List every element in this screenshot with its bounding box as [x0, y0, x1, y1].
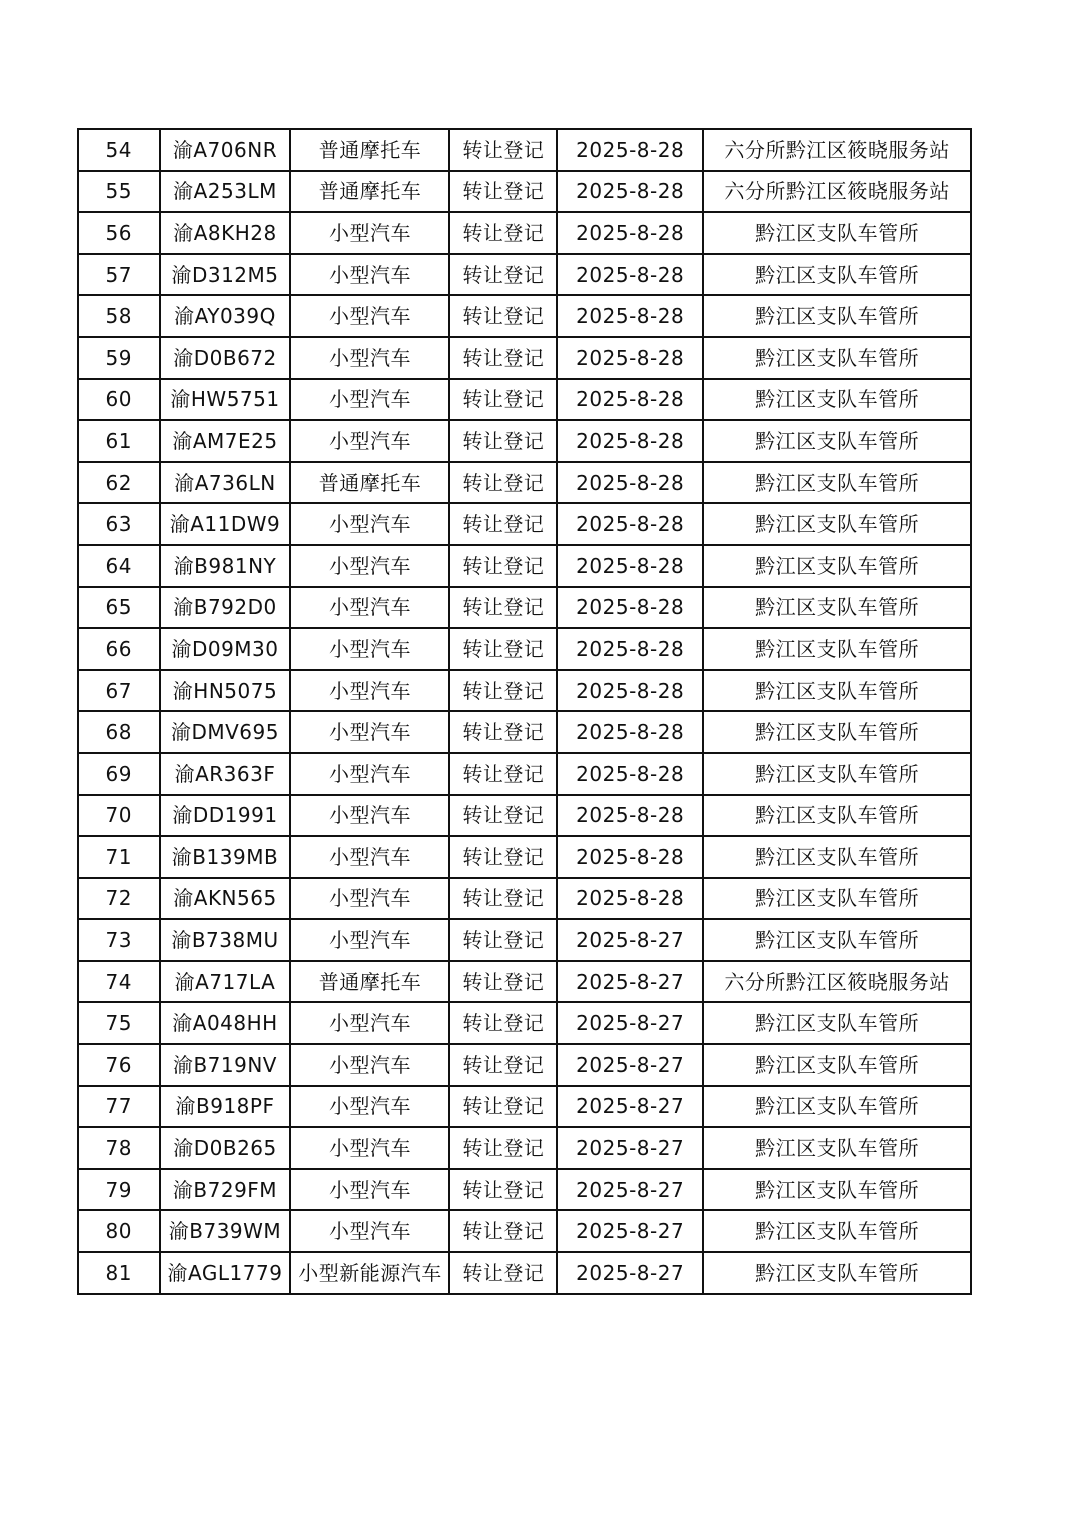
table-row [78, 628, 971, 670]
date-cell: 2025-8-28 [557, 503, 703, 545]
vehicle-type-cell: 小型新能源汽车 [290, 1252, 449, 1294]
plate-number-cell: 渝DD1991 [160, 795, 291, 837]
plate-number-cell: 渝B918PF [160, 1086, 291, 1128]
office-cell: 六分所黔江区筱晓服务站 [703, 129, 971, 171]
row-number-cell: 61 [78, 420, 160, 462]
row-number-cell: 71 [78, 836, 160, 878]
plate-number-cell: 渝B738MU [160, 919, 291, 961]
business-type-cell: 转让登记 [449, 295, 557, 337]
office-cell: 黔江区支队车管所 [703, 545, 971, 587]
business-type-cell: 转让登记 [449, 462, 557, 504]
business-type-cell: 转让登记 [449, 1002, 557, 1044]
vehicle-type-cell: 普通摩托车 [290, 462, 449, 504]
office-cell: 黔江区支队车管所 [703, 254, 971, 296]
date-cell: 2025-8-28 [557, 670, 703, 712]
row-number-cell: 70 [78, 795, 160, 837]
vehicle-type-cell: 小型汽车 [290, 1044, 449, 1086]
plate-number-cell: 渝B139MB [160, 836, 291, 878]
row-number-cell: 66 [78, 628, 160, 670]
office-cell: 黔江区支队车管所 [703, 795, 971, 837]
vehicle-type-cell: 普通摩托车 [290, 129, 449, 171]
row-number-cell: 77 [78, 1086, 160, 1128]
table-row [78, 1127, 971, 1169]
plate-number-cell: 渝AR363F [160, 753, 291, 795]
row-number-cell: 80 [78, 1210, 160, 1252]
plate-number-cell: 渝A706NR [160, 129, 291, 171]
business-type-cell: 转让登记 [449, 878, 557, 920]
office-cell: 黔江区支队车管所 [703, 420, 971, 462]
office-cell: 黔江区支队车管所 [703, 587, 971, 629]
vehicle-type-cell: 小型汽车 [290, 919, 449, 961]
vehicle-type-cell: 小型汽车 [290, 878, 449, 920]
plate-number-cell: 渝AGL1779 [160, 1252, 291, 1294]
vehicle-type-cell: 小型汽车 [290, 1169, 449, 1211]
vehicle-type-cell: 普通摩托车 [290, 171, 449, 213]
table-body [78, 129, 971, 1294]
row-number-cell: 63 [78, 503, 160, 545]
vehicle-registration-table [77, 128, 972, 1295]
plate-number-cell: 渝HN5075 [160, 670, 291, 712]
vehicle-type-cell: 小型汽车 [290, 836, 449, 878]
row-number-cell: 67 [78, 670, 160, 712]
table-row [78, 171, 971, 213]
office-cell: 六分所黔江区筱晓服务站 [703, 171, 971, 213]
table-row [78, 545, 971, 587]
row-number-cell: 56 [78, 212, 160, 254]
vehicle-type-cell: 小型汽车 [290, 628, 449, 670]
vehicle-type-cell: 小型汽车 [290, 503, 449, 545]
date-cell: 2025-8-27 [557, 919, 703, 961]
row-number-cell: 65 [78, 587, 160, 629]
vehicle-type-cell: 小型汽车 [290, 420, 449, 462]
table-row [78, 129, 971, 171]
vehicle-type-cell: 小型汽车 [290, 254, 449, 296]
office-cell: 黔江区支队车管所 [703, 836, 971, 878]
plate-number-cell: 渝D0B265 [160, 1127, 291, 1169]
office-cell: 黔江区支队车管所 [703, 295, 971, 337]
business-type-cell: 转让登记 [449, 753, 557, 795]
table-row [78, 1252, 971, 1294]
plate-number-cell: 渝A736LN [160, 462, 291, 504]
table-row [78, 295, 971, 337]
plate-number-cell: 渝AY039Q [160, 295, 291, 337]
business-type-cell: 转让登记 [449, 836, 557, 878]
office-cell: 黔江区支队车管所 [703, 379, 971, 421]
row-number-cell: 60 [78, 379, 160, 421]
business-type-cell: 转让登记 [449, 795, 557, 837]
office-cell: 黔江区支队车管所 [703, 337, 971, 379]
vehicle-type-cell: 小型汽车 [290, 545, 449, 587]
date-cell: 2025-8-28 [557, 254, 703, 296]
row-number-cell: 64 [78, 545, 160, 587]
plate-number-cell: 渝A8KH28 [160, 212, 291, 254]
office-cell: 黔江区支队车管所 [703, 1127, 971, 1169]
business-type-cell: 转让登记 [449, 337, 557, 379]
table-row [78, 1169, 971, 1211]
office-cell: 六分所黔江区筱晓服务站 [703, 961, 971, 1003]
table-row [78, 254, 971, 296]
table-row [78, 711, 971, 753]
business-type-cell: 转让登记 [449, 1044, 557, 1086]
date-cell: 2025-8-27 [557, 1044, 703, 1086]
plate-number-cell: 渝A253LM [160, 171, 291, 213]
row-number-cell: 59 [78, 337, 160, 379]
business-type-cell: 转让登记 [449, 420, 557, 462]
business-type-cell: 转让登记 [449, 1210, 557, 1252]
plate-number-cell: 渝AM7E25 [160, 420, 291, 462]
table-row [78, 1002, 971, 1044]
row-number-cell: 68 [78, 711, 160, 753]
business-type-cell: 转让登记 [449, 587, 557, 629]
date-cell: 2025-8-28 [557, 628, 703, 670]
vehicle-type-cell: 小型汽车 [290, 670, 449, 712]
plate-number-cell: 渝B792D0 [160, 587, 291, 629]
plate-number-cell: 渝A048HH [160, 1002, 291, 1044]
business-type-cell: 转让登记 [449, 1086, 557, 1128]
vehicle-type-cell: 普通摩托车 [290, 961, 449, 1003]
business-type-cell: 转让登记 [449, 171, 557, 213]
table-row [78, 753, 971, 795]
office-cell: 黔江区支队车管所 [703, 1210, 971, 1252]
date-cell: 2025-8-28 [557, 295, 703, 337]
plate-number-cell: 渝D0B672 [160, 337, 291, 379]
vehicle-type-cell: 小型汽车 [290, 795, 449, 837]
table-row [78, 1086, 971, 1128]
date-cell: 2025-8-27 [557, 1127, 703, 1169]
row-number-cell: 62 [78, 462, 160, 504]
office-cell: 黔江区支队车管所 [703, 1044, 971, 1086]
plate-number-cell: 渝AKN565 [160, 878, 291, 920]
row-number-cell: 76 [78, 1044, 160, 1086]
row-number-cell: 72 [78, 878, 160, 920]
plate-number-cell: 渝B739WM [160, 1210, 291, 1252]
plate-number-cell: 渝HW5751 [160, 379, 291, 421]
office-cell: 黔江区支队车管所 [703, 711, 971, 753]
plate-number-cell: 渝B719NV [160, 1044, 291, 1086]
row-number-cell: 55 [78, 171, 160, 213]
table-row [78, 1210, 971, 1252]
business-type-cell: 转让登记 [449, 711, 557, 753]
vehicle-type-cell: 小型汽车 [290, 337, 449, 379]
date-cell: 2025-8-27 [557, 1210, 703, 1252]
table-row [78, 212, 971, 254]
plate-number-cell: 渝A717LA [160, 961, 291, 1003]
date-cell: 2025-8-28 [557, 337, 703, 379]
table-row [78, 379, 971, 421]
vehicle-type-cell: 小型汽车 [290, 295, 449, 337]
plate-number-cell: 渝A11DW9 [160, 503, 291, 545]
table-row [78, 795, 971, 837]
business-type-cell: 转让登记 [449, 129, 557, 171]
office-cell: 黔江区支队车管所 [703, 753, 971, 795]
table-row [78, 1044, 971, 1086]
office-cell: 黔江区支队车管所 [703, 1252, 971, 1294]
row-number-cell: 57 [78, 254, 160, 296]
date-cell: 2025-8-28 [557, 587, 703, 629]
vehicle-type-cell: 小型汽车 [290, 711, 449, 753]
table-row [78, 503, 971, 545]
vehicle-type-cell: 小型汽车 [290, 1127, 449, 1169]
vehicle-type-cell: 小型汽车 [290, 1002, 449, 1044]
table-row [78, 587, 971, 629]
plate-number-cell: 渝DMV695 [160, 711, 291, 753]
vehicle-type-cell: 小型汽车 [290, 587, 449, 629]
business-type-cell: 转让登记 [449, 545, 557, 587]
office-cell: 黔江区支队车管所 [703, 670, 971, 712]
business-type-cell: 转让登记 [449, 1169, 557, 1211]
office-cell: 黔江区支队车管所 [703, 1169, 971, 1211]
date-cell: 2025-8-28 [557, 420, 703, 462]
business-type-cell: 转让登记 [449, 1127, 557, 1169]
business-type-cell: 转让登记 [449, 1252, 557, 1294]
plate-number-cell: 渝D09M30 [160, 628, 291, 670]
vehicle-type-cell: 小型汽车 [290, 379, 449, 421]
row-number-cell: 54 [78, 129, 160, 171]
row-number-cell: 74 [78, 961, 160, 1003]
business-type-cell: 转让登记 [449, 254, 557, 296]
date-cell: 2025-8-28 [557, 545, 703, 587]
row-number-cell: 69 [78, 753, 160, 795]
office-cell: 黔江区支队车管所 [703, 1002, 971, 1044]
business-type-cell: 转让登记 [449, 212, 557, 254]
business-type-cell: 转让登记 [449, 961, 557, 1003]
table-row [78, 420, 971, 462]
row-number-cell: 73 [78, 919, 160, 961]
business-type-cell: 转让登记 [449, 670, 557, 712]
date-cell: 2025-8-28 [557, 379, 703, 421]
business-type-cell: 转让登记 [449, 379, 557, 421]
office-cell: 黔江区支队车管所 [703, 878, 971, 920]
office-cell: 黔江区支队车管所 [703, 462, 971, 504]
vehicle-type-cell: 小型汽车 [290, 1086, 449, 1128]
date-cell: 2025-8-27 [557, 1086, 703, 1128]
table-row [78, 836, 971, 878]
plate-number-cell: 渝B729FM [160, 1169, 291, 1211]
date-cell: 2025-8-28 [557, 795, 703, 837]
date-cell: 2025-8-27 [557, 961, 703, 1003]
date-cell: 2025-8-27 [557, 1169, 703, 1211]
row-number-cell: 78 [78, 1127, 160, 1169]
business-type-cell: 转让登记 [449, 503, 557, 545]
office-cell: 黔江区支队车管所 [703, 628, 971, 670]
date-cell: 2025-8-28 [557, 462, 703, 504]
vehicle-type-cell: 小型汽车 [290, 212, 449, 254]
date-cell: 2025-8-27 [557, 1002, 703, 1044]
row-number-cell: 79 [78, 1169, 160, 1211]
date-cell: 2025-8-28 [557, 711, 703, 753]
office-cell: 黔江区支队车管所 [703, 212, 971, 254]
vehicle-type-cell: 小型汽车 [290, 1210, 449, 1252]
date-cell: 2025-8-27 [557, 1252, 703, 1294]
office-cell: 黔江区支队车管所 [703, 919, 971, 961]
table-row [78, 919, 971, 961]
row-number-cell: 75 [78, 1002, 160, 1044]
row-number-cell: 81 [78, 1252, 160, 1294]
date-cell: 2025-8-28 [557, 878, 703, 920]
date-cell: 2025-8-28 [557, 753, 703, 795]
row-number-cell: 58 [78, 295, 160, 337]
table-row [78, 670, 971, 712]
date-cell: 2025-8-28 [557, 212, 703, 254]
date-cell: 2025-8-28 [557, 836, 703, 878]
table-row [78, 462, 971, 504]
plate-number-cell: 渝D312M5 [160, 254, 291, 296]
table-row [78, 961, 971, 1003]
business-type-cell: 转让登记 [449, 628, 557, 670]
date-cell: 2025-8-28 [557, 129, 703, 171]
table-row [78, 878, 971, 920]
table-row [78, 337, 971, 379]
plate-number-cell: 渝B981NY [160, 545, 291, 587]
business-type-cell: 转让登记 [449, 919, 557, 961]
vehicle-type-cell: 小型汽车 [290, 753, 449, 795]
date-cell: 2025-8-28 [557, 171, 703, 213]
office-cell: 黔江区支队车管所 [703, 503, 971, 545]
office-cell: 黔江区支队车管所 [703, 1086, 971, 1128]
